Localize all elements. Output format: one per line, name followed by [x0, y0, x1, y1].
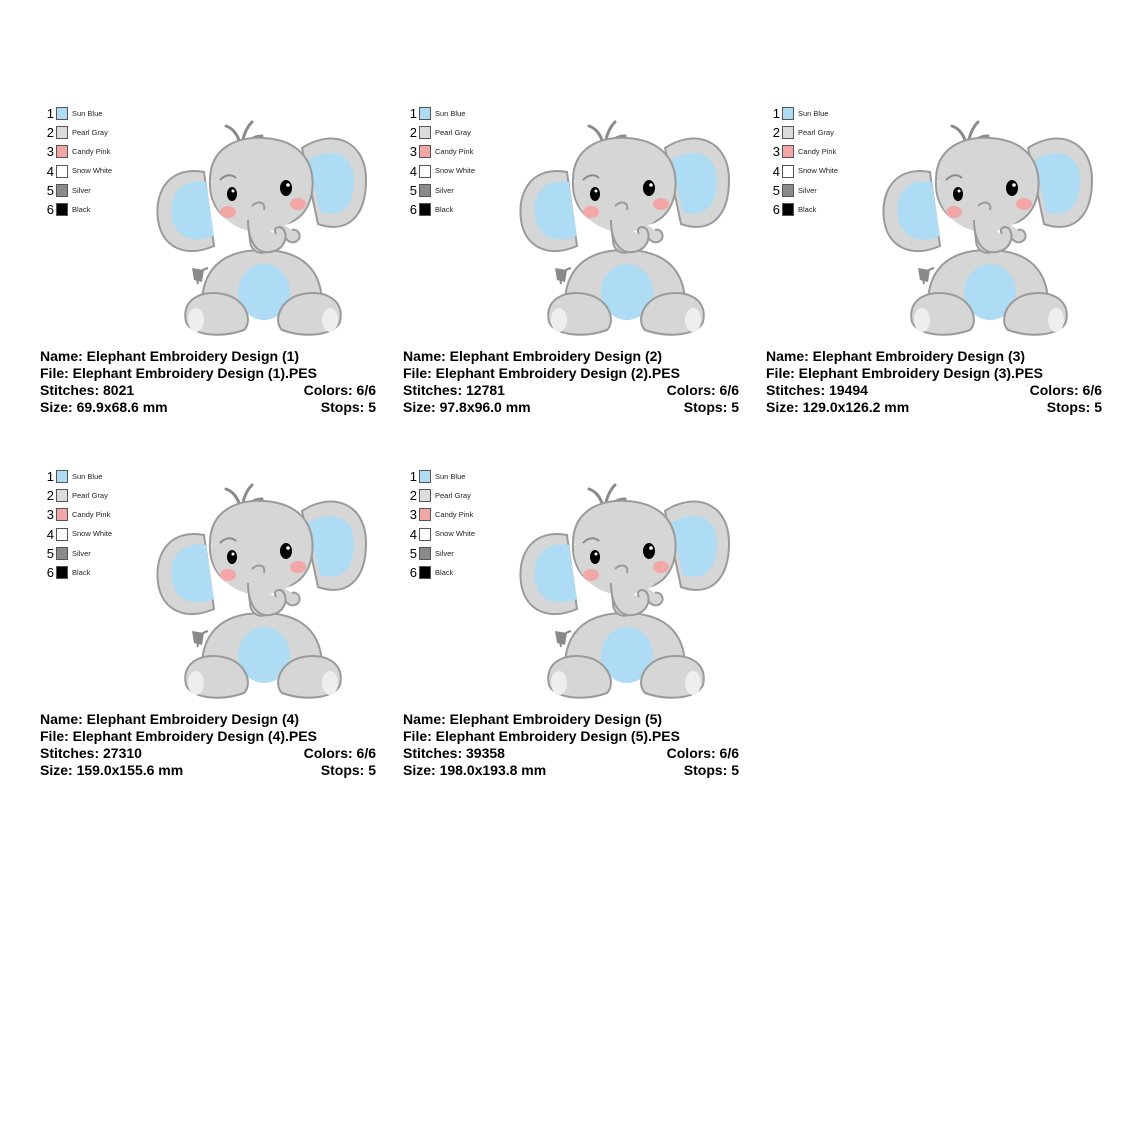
design-info: [40, 711, 376, 779]
thread-color-row: [770, 162, 838, 181]
thread-name: Pearl Gray: [72, 128, 108, 138]
thread-color-row: [407, 123, 475, 142]
color-swatch: [419, 145, 431, 158]
thread-name: Sun Blue: [72, 471, 103, 481]
thread-color-row: [407, 544, 475, 563]
thread-name: Pearl Gray: [435, 491, 471, 501]
thread-number: 5: [46, 545, 54, 561]
design-card-5: [403, 463, 739, 793]
thread-name: Pearl Gray: [798, 128, 834, 138]
color-swatch: [419, 184, 431, 197]
design-stitches-row: [403, 745, 739, 762]
stops-count: Stops: 5: [1046, 399, 1102, 415]
design-file: File: Elephant Embroidery Design (1).PES: [40, 365, 317, 381]
color-swatch: [419, 528, 431, 541]
thread-color-row: [770, 123, 838, 142]
thread-number: 4: [409, 163, 417, 179]
thread-number: 5: [772, 182, 780, 198]
design-size-row: [40, 762, 376, 779]
design-file: File: Elephant Embroidery Design (3).PES: [766, 365, 1043, 381]
design-card-2: [403, 100, 739, 430]
thread-palette: [407, 467, 475, 582]
thread-name: Black: [72, 567, 91, 577]
color-swatch: [56, 528, 68, 541]
thread-number: 5: [409, 182, 417, 198]
thread-number: 2: [46, 488, 54, 504]
elephant-embroidery-image: [152, 100, 376, 340]
thread-name: Candy Pink: [435, 147, 474, 157]
thread-color-row: [44, 486, 112, 505]
thread-color-row: [407, 467, 475, 486]
thread-number: 4: [772, 163, 780, 179]
thread-color-row: [44, 104, 112, 123]
thread-number: 1: [409, 106, 417, 122]
thread-name: Silver: [435, 185, 454, 195]
design-name: Name: Elephant Embroidery Design (4): [40, 711, 300, 727]
thread-number: 1: [409, 469, 417, 485]
thread-name: Black: [72, 204, 91, 214]
thread-number: 4: [409, 526, 417, 542]
colors-count: Colors: 6/6: [303, 382, 376, 398]
design-file: [403, 365, 739, 382]
thread-name: Snow White: [435, 166, 476, 176]
design-file: [403, 728, 739, 745]
thread-color-row: [770, 200, 838, 219]
color-swatch: [419, 489, 431, 502]
thread-name: Snow White: [435, 529, 476, 539]
design-stitches-row: [40, 745, 376, 762]
thread-number: 6: [46, 202, 54, 218]
thread-color-row: [407, 181, 475, 200]
thread-number: 3: [46, 507, 54, 523]
thread-number: 4: [46, 163, 54, 179]
thread-number: 6: [772, 202, 780, 218]
thread-number: 3: [46, 144, 54, 160]
color-swatch: [56, 470, 68, 483]
elephant-embroidery-image: [152, 463, 376, 703]
color-swatch: [782, 184, 794, 197]
design-size-row: [403, 399, 739, 416]
color-swatch: [56, 547, 68, 560]
color-swatch: [56, 508, 68, 521]
color-swatch: [56, 184, 68, 197]
design-file: File: Elephant Embroidery Design (2).PES: [403, 365, 680, 381]
thread-number: 3: [409, 144, 417, 160]
design-stitches-row: [40, 382, 376, 399]
thread-name: Pearl Gray: [435, 128, 471, 138]
thread-name: Black: [798, 204, 817, 214]
thread-palette: [770, 104, 838, 219]
color-swatch: [419, 470, 431, 483]
design-file: [40, 728, 376, 745]
color-swatch: [419, 165, 431, 178]
thread-name: Silver: [72, 185, 91, 195]
color-swatch: [782, 165, 794, 178]
stops-count: Stops: 5: [683, 762, 739, 778]
thread-name: Black: [435, 204, 454, 214]
stops-count: Stops: 5: [683, 399, 739, 415]
thread-color-row: [407, 200, 475, 219]
thread-number: 3: [409, 507, 417, 523]
design-size: Size: 198.0x193.8 mm: [403, 762, 547, 778]
design-name: [403, 348, 739, 365]
thread-color-row: [44, 544, 112, 563]
thread-number: 5: [46, 182, 54, 198]
design-name: Name: Elephant Embroidery Design (2): [403, 348, 663, 364]
thread-number: 1: [772, 106, 780, 122]
thread-name: Silver: [72, 548, 91, 558]
design-info: [403, 711, 739, 779]
thread-palette: [44, 467, 112, 582]
color-swatch: [419, 107, 431, 120]
design-name: [403, 711, 739, 728]
design-info: [403, 348, 739, 416]
design-name: [766, 348, 1102, 365]
stitches-count: Stitches: 8021: [40, 382, 135, 398]
colors-count: Colors: 6/6: [303, 745, 376, 761]
thread-color-row: [770, 142, 838, 161]
design-file: [766, 365, 1102, 382]
design-size: Size: 159.0x155.6 mm: [40, 762, 184, 778]
thread-number: 5: [409, 545, 417, 561]
thread-color-row: [407, 486, 475, 505]
design-stitches-row: [766, 382, 1102, 399]
thread-number: 6: [409, 202, 417, 218]
design-name: [40, 711, 376, 728]
design-name: Name: Elephant Embroidery Design (1): [40, 348, 300, 364]
elephant-embroidery-image: [515, 463, 739, 703]
thread-name: Pearl Gray: [72, 491, 108, 501]
stitches-count: Stitches: 27310: [40, 745, 142, 761]
thread-number: 6: [46, 565, 54, 581]
thread-name: Candy Pink: [72, 510, 111, 520]
thread-color-row: [44, 142, 112, 161]
thread-number: 2: [409, 125, 417, 141]
thread-name: Silver: [798, 185, 817, 195]
thread-palette: [44, 104, 112, 219]
thread-name: Snow White: [798, 166, 839, 176]
thread-color-row: [407, 104, 475, 123]
colors-count: Colors: 6/6: [1029, 382, 1102, 398]
design-size-row: [40, 399, 376, 416]
design-size: Size: 129.0x126.2 mm: [766, 399, 910, 415]
colors-count: Colors: 6/6: [666, 382, 739, 398]
thread-color-row: [44, 505, 112, 524]
thread-color-row: [407, 525, 475, 544]
color-swatch: [56, 489, 68, 502]
design-stitches-row: [403, 382, 739, 399]
color-swatch: [56, 165, 68, 178]
design-card-3: [766, 100, 1102, 430]
design-name: Name: Elephant Embroidery Design (3): [766, 348, 1026, 364]
thread-number: 6: [409, 565, 417, 581]
color-swatch: [419, 203, 431, 216]
thread-color-row: [407, 162, 475, 181]
thread-name: Sun Blue: [435, 471, 466, 481]
color-swatch: [782, 107, 794, 120]
stitches-count: Stitches: 39358: [403, 745, 505, 761]
thread-number: 2: [409, 488, 417, 504]
design-name: [40, 348, 376, 365]
thread-name: Sun Blue: [72, 108, 103, 118]
color-swatch: [56, 126, 68, 139]
design-name: Name: Elephant Embroidery Design (5): [403, 711, 663, 727]
thread-number: 2: [772, 125, 780, 141]
thread-number: 2: [46, 125, 54, 141]
design-size: Size: 69.9x68.6 mm: [40, 399, 168, 415]
thread-color-row: [44, 181, 112, 200]
thread-name: Candy Pink: [798, 147, 837, 157]
design-size-row: [403, 762, 739, 779]
stitches-count: Stitches: 19494: [766, 382, 868, 398]
design-info: [40, 348, 376, 416]
thread-name: Black: [435, 567, 454, 577]
thread-color-row: [770, 181, 838, 200]
color-swatch: [782, 203, 794, 216]
thread-palette: [407, 104, 475, 219]
design-size-row: [766, 399, 1102, 416]
design-file: File: Elephant Embroidery Design (4).PES: [40, 728, 317, 744]
thread-number: 4: [46, 526, 54, 542]
thread-name: Silver: [435, 548, 454, 558]
colors-count: Colors: 6/6: [666, 745, 739, 761]
stitches-count: Stitches: 12781: [403, 382, 505, 398]
thread-color-row: [44, 525, 112, 544]
thread-color-row: [407, 563, 475, 582]
thread-name: Snow White: [72, 529, 113, 539]
elephant-embroidery-image: [878, 100, 1102, 340]
thread-color-row: [44, 200, 112, 219]
color-swatch: [782, 126, 794, 139]
thread-color-row: [407, 505, 475, 524]
thread-name: Candy Pink: [72, 147, 111, 157]
thread-name: Sun Blue: [798, 108, 829, 118]
design-file: File: Elephant Embroidery Design (5).PES: [403, 728, 680, 744]
color-swatch: [419, 547, 431, 560]
color-swatch: [419, 566, 431, 579]
thread-name: Candy Pink: [435, 510, 474, 520]
design-card-1: [40, 100, 376, 430]
thread-color-row: [44, 563, 112, 582]
thread-name: Snow White: [72, 166, 113, 176]
thread-number: 3: [772, 144, 780, 160]
thread-color-row: [407, 142, 475, 161]
thread-color-row: [770, 104, 838, 123]
stops-count: Stops: 5: [320, 399, 376, 415]
color-swatch: [56, 203, 68, 216]
color-swatch: [56, 566, 68, 579]
design-info: [766, 348, 1102, 416]
design-file: [40, 365, 376, 382]
design-size: Size: 97.8x96.0 mm: [403, 399, 531, 415]
color-swatch: [419, 126, 431, 139]
thread-color-row: [44, 123, 112, 142]
stops-count: Stops: 5: [320, 762, 376, 778]
thread-number: 1: [46, 469, 54, 485]
color-swatch: [56, 145, 68, 158]
color-swatch: [56, 107, 68, 120]
thread-number: 1: [46, 106, 54, 122]
design-card-4: [40, 463, 376, 793]
thread-name: Sun Blue: [435, 108, 466, 118]
color-swatch: [782, 145, 794, 158]
thread-color-row: [44, 467, 112, 486]
color-swatch: [419, 508, 431, 521]
thread-color-row: [44, 162, 112, 181]
elephant-embroidery-image: [515, 100, 739, 340]
